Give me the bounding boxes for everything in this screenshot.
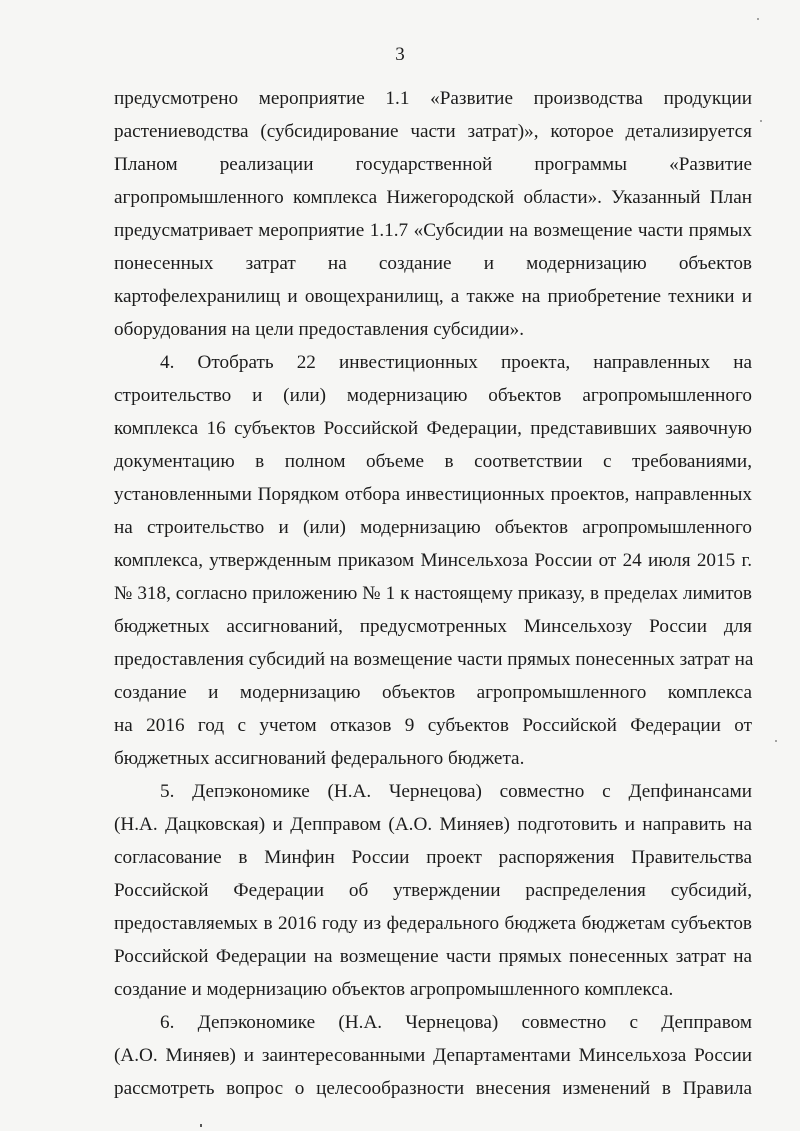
text-line: бюджетных ассигнований федерального бюджета. bbox=[114, 748, 525, 769]
text-line: бюджетных ассигнований, предусмотренных Минсельхозу России для bbox=[114, 616, 752, 637]
document-body bbox=[114, 82, 752, 1105]
text-line: на 2016 год с учетом отказов 9 субъектов Российской Федерации от bbox=[114, 715, 752, 736]
text-line: на строительство и (или) модернизацию объектов агропромышленного bbox=[114, 517, 752, 538]
text-line: растениеводства (субсидирование части затрат)», которое детализируется bbox=[114, 121, 752, 142]
scan-speck bbox=[775, 740, 777, 742]
page-number: 3 bbox=[395, 44, 405, 65]
text-line: (А.О. Миняев) и заинтересованными Департаментами Минсельхоза России bbox=[114, 1045, 752, 1066]
text-line: создание и модернизацию объектов агропромышленного комплекса bbox=[114, 682, 752, 703]
text-line: комплекса, утвержденным приказом Минсельхоза России от 24 июля 2015 г. bbox=[114, 550, 752, 571]
scan-speck bbox=[757, 18, 759, 20]
text-line: оборудования на цели предоставления субсидии». bbox=[114, 319, 525, 340]
text-line: предоставляемых в 2016 году из федерального бюджета бюджетам субъектов bbox=[114, 913, 752, 934]
text-line: предусматривает мероприятие 1.1.7 «Субсидии на возмещение части прямых bbox=[114, 220, 752, 241]
text-line: строительство и (или) модернизацию объектов агропромышленного bbox=[114, 385, 752, 406]
text-line: 4. Отобрать 22 инвестиционных проекта, направленных на bbox=[160, 352, 752, 373]
scan-mark bbox=[200, 1124, 202, 1127]
text-line: комплекса 16 субъектов Российской Федерации, представивших заявочную bbox=[114, 418, 752, 439]
text-line: (Н.А. Дацковская) и Депправом (А.О. Миняев) подготовить и направить на bbox=[114, 814, 752, 835]
text-line: Российской Федерации на возмещение части прямых понесенных затрат на bbox=[114, 946, 752, 967]
text-line: агропромышленного комплекса Нижегородской области». Указанный План bbox=[114, 187, 752, 208]
text-line: установленными Порядком отбора инвестиционных проектов, направленных bbox=[114, 484, 752, 505]
text-line: рассмотреть вопрос о целесообразности внесения изменений в Правила bbox=[114, 1078, 752, 1099]
text-line: 5. Депэкономике (Н.А. Чернецова) совместно с Депфинансами bbox=[160, 781, 752, 802]
text-line: Планом реализации государственной программы «Развитие bbox=[114, 154, 752, 175]
text-line: предусмотрено мероприятие 1.1 «Развитие производства продукции bbox=[114, 88, 752, 109]
text-line: Российской Федерации об утверждении распределения субсидий, bbox=[114, 880, 752, 901]
scan-speck bbox=[760, 120, 762, 122]
text-line: документацию в полном объеме в соответствии с требованиями, bbox=[114, 451, 752, 472]
text-line: № 318, согласно приложению № 1 к настоящему приказу, в пределах лимитов bbox=[114, 583, 752, 604]
text-line: 6. Депэкономике (Н.А. Чернецова) совместно с Депправом bbox=[160, 1012, 752, 1033]
text-line: предоставления субсидий на возмещение части прямых понесенных затрат на bbox=[114, 649, 754, 670]
text-line: понесенных затрат на создание и модернизацию объектов bbox=[114, 253, 752, 274]
text-line: картофелехранилищ и овощехранилищ, а также на приобретение техники и bbox=[114, 286, 752, 307]
text-line: согласование в Минфин России проект распоряжения Правительства bbox=[114, 847, 752, 868]
text-line: создание и модернизацию объектов агропромышленного комплекса. bbox=[114, 979, 674, 1000]
